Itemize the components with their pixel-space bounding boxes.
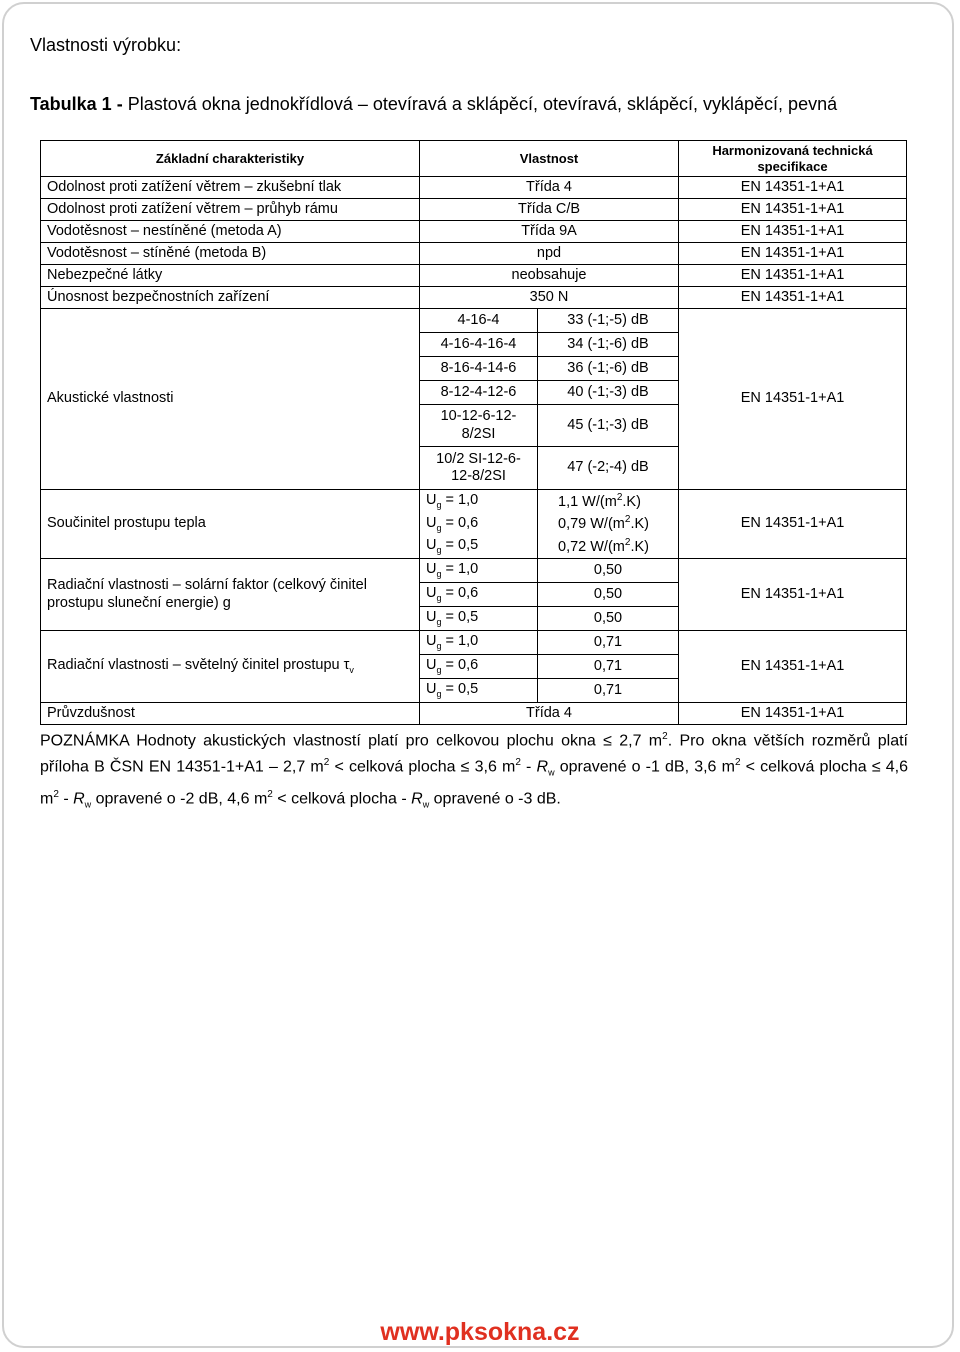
ug-eq: = 0,5 — [441, 681, 479, 698]
ug-symbol: U — [426, 657, 437, 674]
note-text: . Pro okna větších rozměrů platí příloha B ČSN EN 14351-1+A1 – 2,7 m — [40, 732, 909, 776]
light-ug — [420, 655, 538, 679]
thermal-number: 0,72 W/(m — [558, 538, 625, 555]
acoustic-row — [41, 309, 907, 333]
note-text: - — [58, 790, 74, 808]
ug-sub: g — [436, 545, 442, 556]
ug-symbol: U — [426, 561, 437, 578]
ug-sub: g — [436, 617, 442, 628]
row-value: Třída C/B — [420, 199, 679, 221]
thermal-tail: .K) — [630, 516, 649, 533]
ug-sub: g — [436, 641, 442, 652]
light-ug — [420, 679, 538, 703]
thermal-value — [538, 490, 679, 513]
note-symbol: R — [411, 790, 423, 808]
light-ug — [420, 631, 538, 655]
ug-sub: g — [436, 689, 442, 700]
table-row — [41, 199, 907, 221]
thermal-tail: .K) — [630, 538, 649, 555]
table-row — [41, 221, 907, 243]
note-sub: w — [84, 799, 92, 810]
solar-ug — [420, 583, 538, 607]
row-spec: EN 14351-1+A1 — [679, 243, 907, 265]
light-name-sub: v — [349, 665, 354, 676]
thermal-sup: 2 — [624, 537, 631, 549]
note-sup: 2 — [267, 788, 273, 800]
note-text: - — [520, 758, 537, 776]
air-row — [41, 703, 907, 725]
ug-sub: g — [436, 499, 442, 510]
solar-value: 0,50 — [538, 607, 679, 631]
light-value: 0,71 — [538, 631, 679, 655]
row-value: Třída 9A — [420, 221, 679, 243]
solar-value: 0,50 — [538, 559, 679, 583]
thermal-number: 1,1 W/(m — [558, 493, 617, 510]
table-row — [41, 287, 907, 309]
solar-spec: EN 14351-1+A1 — [679, 559, 907, 631]
solar-ug — [420, 607, 538, 631]
acoustic-glazing: 8-12-4-12-6 — [420, 381, 538, 405]
ug-symbol: U — [426, 491, 437, 508]
ug-eq: = 0,6 — [441, 657, 479, 674]
acoustic-spec: EN 14351-1+A1 — [679, 309, 907, 490]
acoustic-value: 34 (-1;-6) dB — [538, 333, 679, 357]
table-header-row — [41, 141, 907, 177]
thermal-value — [538, 536, 679, 559]
light-name-text: Radiační vlastnosti – světelný činitel prostupu τ — [47, 657, 350, 674]
note-text: < celková plocha ≤ 4,6 m — [40, 758, 909, 808]
note-text: opravené o -1 dB, 3,6 m — [554, 758, 735, 776]
table-title-text: Plastová okna jednokřídlová – otevíravá a sklápěcí, otevíravá, sklápěcí, vyklápěcí, pevná — [122, 94, 838, 114]
acoustic-glazing: 10-12-6-12-8/2SI — [420, 405, 538, 447]
ug-symbol: U — [426, 633, 437, 650]
row-name: Vodotěsnost – nestíněné (metoda A) — [41, 221, 420, 243]
note-sup: 2 — [734, 756, 741, 768]
ug-eq: = 1,0 — [441, 491, 479, 508]
row-spec: EN 14351-1+A1 — [679, 221, 907, 243]
thermal-ug — [420, 536, 538, 559]
row-value: neobsahuje — [420, 265, 679, 287]
acoustic-value: 36 (-1;-6) dB — [538, 357, 679, 381]
row-name: Únosnost bezpečnostních zařízení — [41, 287, 420, 309]
table-note — [40, 726, 908, 816]
thermal-row — [41, 490, 907, 513]
ug-sub: g — [436, 665, 442, 676]
row-spec: EN 14351-1+A1 — [679, 287, 907, 309]
acoustic-glazing: 4-16-4 — [420, 309, 538, 333]
table-row — [41, 243, 907, 265]
header-property: Vlastnost — [420, 141, 679, 177]
ug-symbol: U — [426, 585, 437, 602]
ug-sub: g — [436, 569, 442, 580]
ug-eq: = 0,6 — [441, 514, 479, 531]
note-sub: w — [422, 799, 430, 810]
air-spec: EN 14351-1+A1 — [679, 703, 907, 725]
row-value: npd — [420, 243, 679, 265]
row-name: Nebezpečné látky — [41, 265, 420, 287]
thermal-sup: 2 — [616, 491, 623, 503]
note-text: POZNÁMKA Hodnoty akustických vlastností platí pro celkovou plochu okna ≤ 2,7 m — [40, 732, 663, 750]
light-row — [41, 631, 907, 655]
light-value: 0,71 — [538, 679, 679, 703]
acoustic-value: 33 (-1;-5) dB — [538, 309, 679, 333]
thermal-spec: EN 14351-1+A1 — [679, 490, 907, 559]
row-value: Třída 4 — [420, 177, 679, 199]
row-name: Odolnost proti zatížení větrem – průhyb rámu — [41, 199, 420, 221]
note-sup: 2 — [53, 788, 59, 800]
note-sup: 2 — [323, 756, 330, 768]
thermal-number: 0,79 W/(m — [558, 516, 625, 533]
table-title-label: Tabulka 1 - — [30, 94, 123, 114]
properties-table — [40, 140, 907, 725]
row-name: Vodotěsnost – stíněné (metoda B) — [41, 243, 420, 265]
air-value: Třída 4 — [420, 703, 679, 725]
air-name: Průvzdušnost — [41, 703, 420, 725]
header-characteristics: Základní charakteristiky — [41, 141, 420, 177]
ug-eq: = 1,0 — [441, 561, 479, 578]
solar-ug — [420, 559, 538, 583]
note-sup: 2 — [662, 731, 668, 742]
page-heading: Vlastnosti výrobku: — [30, 35, 182, 55]
ug-symbol: U — [426, 514, 437, 531]
thermal-tail: .K) — [622, 493, 641, 510]
ug-eq: = 0,6 — [441, 585, 479, 602]
ug-symbol: U — [426, 537, 437, 554]
ug-sub: g — [436, 522, 442, 533]
solar-name: Radiační vlastnosti – solární faktor (celkový činitel prostupu sluneční energie) g — [41, 559, 420, 631]
thermal-ug — [420, 490, 538, 513]
thermal-name: Součinitel prostupu tepla — [41, 490, 420, 559]
row-spec: EN 14351-1+A1 — [679, 265, 907, 287]
note-sup: 2 — [515, 756, 521, 768]
header-spec: Harmonizovaná technická specifikace — [679, 141, 907, 177]
light-value: 0,71 — [538, 655, 679, 679]
thermal-sup: 2 — [624, 514, 631, 526]
note-sub: w — [548, 767, 555, 778]
ug-symbol: U — [426, 609, 437, 626]
note-text: opravené o -2 dB, 4,6 m — [91, 790, 268, 808]
note-text: < celková plocha ≤ 3,6 m — [329, 758, 516, 776]
ug-eq: = 0,5 — [441, 609, 479, 626]
row-spec: EN 14351-1+A1 — [679, 177, 907, 199]
ug-symbol: U — [426, 681, 437, 698]
acoustic-value: 45 (-1;-3) dB — [538, 405, 679, 447]
ug-sub: g — [436, 593, 442, 604]
table-title — [30, 94, 837, 115]
light-name — [41, 631, 420, 703]
row-value: 350 N — [420, 287, 679, 309]
table-row — [41, 177, 907, 199]
table-row — [41, 265, 907, 287]
thermal-ug — [420, 513, 538, 536]
acoustic-glazing: 10/2 SI-12-6-12-8/2SI — [420, 447, 538, 490]
note-symbol: R — [536, 758, 549, 776]
solar-row — [41, 559, 907, 583]
acoustic-value: 40 (-1;-3) dB — [538, 381, 679, 405]
acoustic-glazing: 8-16-4-14-6 — [420, 357, 538, 381]
acoustic-value: 47 (-2;-4) dB — [538, 447, 679, 490]
ug-eq: = 0,5 — [441, 537, 479, 554]
footer-url[interactable]: www.pksokna.cz — [380, 1318, 580, 1346]
acoustic-name: Akustické vlastnosti — [41, 309, 420, 490]
solar-value: 0,50 — [538, 583, 679, 607]
thermal-value — [538, 513, 679, 536]
acoustic-glazing: 4-16-4-16-4 — [420, 333, 538, 357]
light-spec: EN 14351-1+A1 — [679, 631, 907, 703]
ug-eq: = 1,0 — [441, 633, 479, 650]
row-spec: EN 14351-1+A1 — [679, 199, 907, 221]
note-symbol: R — [73, 790, 85, 808]
note-text: opravené o -3 dB. — [429, 790, 561, 808]
note-text: < celková plocha - — [272, 790, 412, 808]
row-name: Odolnost proti zatížení větrem – zkušební tlak — [41, 177, 420, 199]
